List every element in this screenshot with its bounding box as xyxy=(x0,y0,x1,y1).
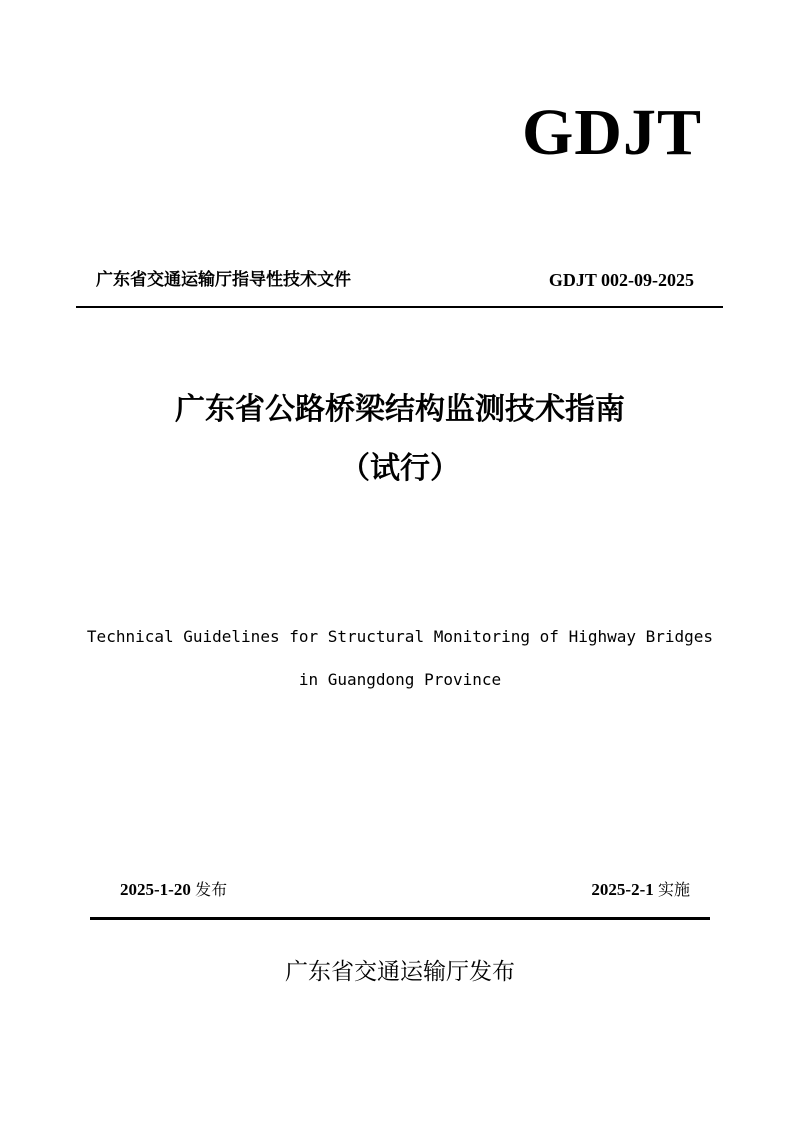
implement-date: 2025-2-1 xyxy=(591,880,654,899)
implement-label: 实施 xyxy=(657,880,690,899)
header-divider xyxy=(76,306,723,308)
page-subtitle-trial: （试行） xyxy=(340,451,460,486)
publisher-statement: 广东省交通运输厅发布 xyxy=(285,959,515,985)
gdjt-logo: GDJT xyxy=(521,96,702,169)
page-title-chinese: 广东省公路桥梁结构监测技术指南 xyxy=(175,392,625,427)
page-title-english-line-2: in Guangdong Province xyxy=(298,670,502,689)
issue-date-block xyxy=(120,878,227,902)
implement-date-block xyxy=(591,878,690,902)
page-title-english-line-1: Technical Guidelines for Structural Monitoring of Highway Bridges xyxy=(86,627,714,646)
standard-code: GDJT 002-09-2025 xyxy=(548,270,694,290)
footer-divider xyxy=(90,917,710,920)
document-type-label: 广东省交通运输厅指导性技术文件 xyxy=(96,270,351,290)
issue-date: 2025-1-20 xyxy=(120,880,191,899)
issue-label: 发布 xyxy=(195,880,228,899)
